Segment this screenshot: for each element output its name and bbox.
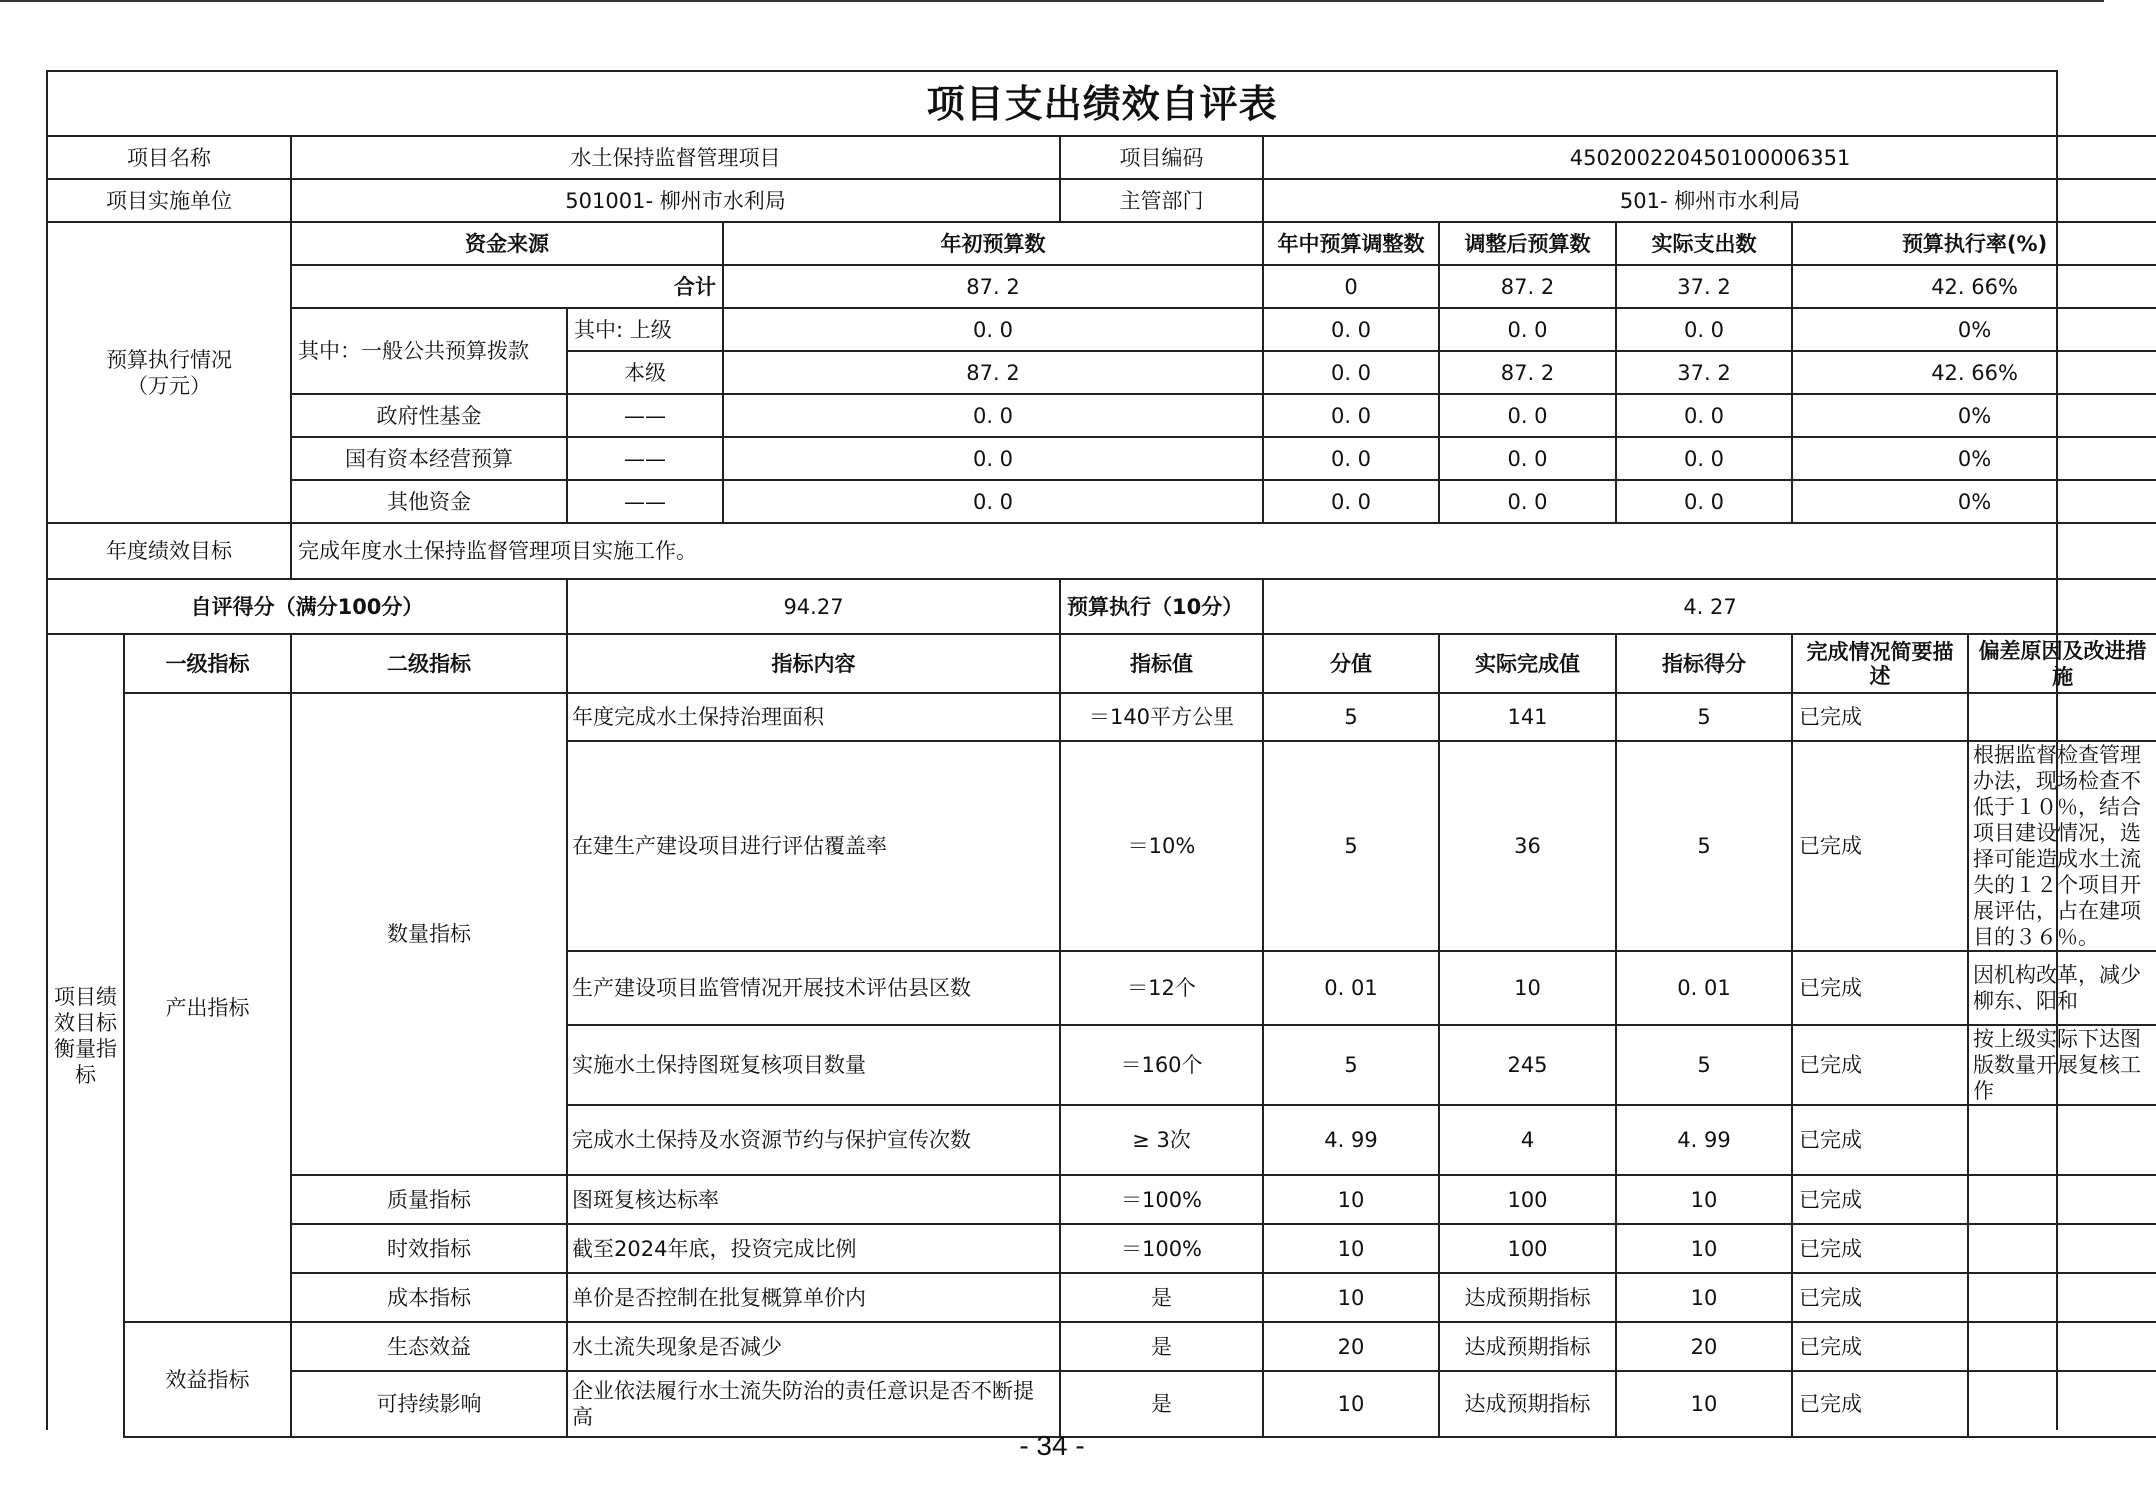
indicator-reason	[1968, 693, 2156, 741]
budget-section-label: 预算执行情况 （万元）	[48, 222, 291, 523]
indicator-target: 是	[1060, 1371, 1263, 1437]
indicator-header-level1: 一级指标	[124, 634, 291, 693]
indicator-target: 是	[1060, 1273, 1263, 1322]
budget-other-label: 其他资金	[291, 480, 567, 523]
budget-header-after: 调整后预算数	[1439, 222, 1616, 265]
budget-gov-fund-actual: 0. 0	[1616, 394, 1792, 437]
supervising-dept-label: 主管部门	[1060, 179, 1263, 222]
indicator-actual: 36	[1439, 741, 1616, 951]
indicator-status: 已完成	[1792, 951, 1968, 1025]
indicator-content: 企业依法履行水土流失防治的责任意识是否不断提高	[567, 1371, 1060, 1437]
budget-total-after: 87. 2	[1439, 265, 1616, 308]
budget-upper-label: 其中: 上级	[567, 308, 723, 351]
project-name-value: 水土保持监督管理项目	[291, 136, 1060, 179]
indicator-target: ＝160个	[1060, 1025, 1263, 1105]
budget-other-after: 0. 0	[1439, 480, 1616, 523]
table-row	[48, 1175, 2156, 1224]
top-border-line	[0, 0, 2104, 2]
level2-label: 可持续影响	[291, 1371, 567, 1437]
budget-gov-fund-adjust: 0. 0	[1263, 394, 1439, 437]
indicator-status: 已完成	[1792, 1224, 1968, 1273]
budget-gov-fund-label: 政府性基金	[291, 394, 567, 437]
budget-state-capital-label: 国有资本经营预算	[291, 437, 567, 480]
indicator-status: 已完成	[1792, 1273, 1968, 1322]
indicator-points: 10	[1263, 1371, 1439, 1437]
indicator-target: ＝12个	[1060, 951, 1263, 1025]
budget-state-capital-after: 0. 0	[1439, 437, 1616, 480]
budget-header-initial: 年初预算数	[723, 222, 1263, 265]
indicator-content: 完成水土保持及水资源节约与保护宣传次数	[567, 1105, 1060, 1175]
indicators-section-label: 项目绩效目标衡量指标	[48, 634, 124, 1437]
indicator-content: 实施水土保持图斑复核项目数量	[567, 1025, 1060, 1105]
budget-local-adjust: 0. 0	[1263, 351, 1439, 394]
indicator-header-target: 指标值	[1060, 634, 1263, 693]
level2-quantity-label: 数量指标	[291, 693, 567, 1175]
table-row	[48, 693, 2156, 741]
budget-state-capital-dash: ——	[567, 437, 723, 480]
budget-execution-score-label: 预算执行（10分）	[1060, 579, 1263, 634]
indicator-points: 0. 01	[1263, 951, 1439, 1025]
indicator-status: 已完成	[1792, 741, 1968, 951]
indicator-reason	[1968, 1224, 2156, 1273]
indicator-score: 4. 99	[1616, 1105, 1792, 1175]
indicator-reason: 按上级实际下达图版数量开展复核工作	[1968, 1025, 2156, 1105]
indicator-actual: 达成预期指标	[1439, 1371, 1616, 1437]
indicator-reason	[1968, 1322, 2156, 1371]
budget-state-capital-actual: 0. 0	[1616, 437, 1792, 480]
indicator-status: 已完成	[1792, 693, 1968, 741]
annual-goal-label: 年度绩效目标	[48, 523, 291, 579]
level2-label: 质量指标	[291, 1175, 567, 1224]
level2-label: 生态效益	[291, 1322, 567, 1371]
supervising-dept-value: 501- 柳州市水利局	[1263, 179, 2156, 222]
performance-evaluation-sheet	[46, 70, 2147, 1430]
indicator-header-reason: 偏差原因及改进措施	[1968, 634, 2156, 693]
indicator-score: 10	[1616, 1224, 1792, 1273]
budget-total-adjust: 0	[1263, 265, 1439, 308]
table-row	[48, 1322, 2156, 1371]
indicator-score: 5	[1616, 1025, 1792, 1105]
budget-header-adjust: 年中预算调整数	[1263, 222, 1439, 265]
self-score-label: 自评得分（满分100分）	[48, 579, 567, 634]
budget-upper-actual: 0. 0	[1616, 308, 1792, 351]
indicator-score: 5	[1616, 693, 1792, 741]
evaluation-table	[48, 72, 2156, 1438]
indicator-content: 截至2024年底，投资完成比例	[567, 1224, 1060, 1273]
indicator-header-score: 指标得分	[1616, 634, 1792, 693]
indicator-points: 5	[1263, 1025, 1439, 1105]
indicator-score: 10	[1616, 1273, 1792, 1322]
budget-public-label: 其中：一般公共预算拨款	[291, 308, 567, 394]
budget-upper-initial: 0. 0	[723, 308, 1263, 351]
budget-total-label: 合计	[291, 265, 723, 308]
indicator-content: 图斑复核达标率	[567, 1175, 1060, 1224]
indicator-target: ＝10%	[1060, 741, 1263, 951]
indicator-target: ≥ 3次	[1060, 1105, 1263, 1175]
budget-upper-adjust: 0. 0	[1263, 308, 1439, 351]
budget-state-capital-initial: 0. 0	[723, 437, 1263, 480]
budget-local-actual: 37. 2	[1616, 351, 1792, 394]
indicator-points: 10	[1263, 1175, 1439, 1224]
self-score-value: 94.27	[567, 579, 1060, 634]
indicator-points: 4. 99	[1263, 1105, 1439, 1175]
indicator-actual: 10	[1439, 951, 1616, 1025]
indicator-status: 已完成	[1792, 1371, 1968, 1437]
budget-gov-fund-initial: 0. 0	[723, 394, 1263, 437]
budget-local-rate: 42. 66%	[1792, 351, 2156, 394]
project-code-label: 项目编码	[1060, 136, 1263, 179]
implementing-unit-label: 项目实施单位	[48, 179, 291, 222]
budget-other-initial: 0. 0	[723, 480, 1263, 523]
budget-gov-fund-after: 0. 0	[1439, 394, 1616, 437]
level1-output-label: 产出指标	[124, 693, 291, 1322]
page-number: - 34 -	[1019, 1430, 1085, 1461]
indicator-header-status: 完成情况简要描述	[1792, 634, 1968, 693]
indicator-content: 水土流失现象是否减少	[567, 1322, 1060, 1371]
indicator-points: 10	[1263, 1224, 1439, 1273]
indicator-reason	[1968, 1273, 2156, 1322]
indicator-score: 20	[1616, 1322, 1792, 1371]
annual-goal-text: 完成年度水土保持监督管理项目实施工作。	[291, 523, 2156, 579]
indicator-actual: 达成预期指标	[1439, 1322, 1616, 1371]
indicator-reason: 根据监督检查管理办法，现场检查不低于１０％，结合项目建设情况，选择可能造成水土流失的１２个项目开展评估，占在建项目的３６％。	[1968, 741, 2156, 951]
indicator-score: 0. 01	[1616, 951, 1792, 1025]
indicator-target: ＝100%	[1060, 1224, 1263, 1273]
budget-total-actual: 37. 2	[1616, 265, 1792, 308]
implementing-unit-value: 501001- 柳州市水利局	[291, 179, 1060, 222]
indicator-actual: 100	[1439, 1175, 1616, 1224]
indicator-status: 已完成	[1792, 1025, 1968, 1105]
indicator-header-level2: 二级指标	[291, 634, 567, 693]
indicator-content: 年度完成水土保持治理面积	[567, 693, 1060, 741]
indicator-actual: 4	[1439, 1105, 1616, 1175]
indicator-content: 单价是否控制在批复概算单价内	[567, 1273, 1060, 1322]
indicator-target: ＝140平方公里	[1060, 693, 1263, 741]
indicator-reason: 因机构改革，减少柳东、阳和	[1968, 951, 2156, 1025]
budget-gov-fund-rate: 0%	[1792, 394, 2156, 437]
level2-label: 时效指标	[291, 1224, 567, 1273]
project-name-label: 项目名称	[48, 136, 291, 179]
indicator-reason	[1968, 1175, 2156, 1224]
indicator-content: 生产建设项目监管情况开展技术评估县区数	[567, 951, 1060, 1025]
indicator-header-actual: 实际完成值	[1439, 634, 1616, 693]
budget-total-initial: 87. 2	[723, 265, 1263, 308]
budget-state-capital-adjust: 0. 0	[1263, 437, 1439, 480]
budget-other-dash: ——	[567, 480, 723, 523]
budget-gov-fund-dash: ——	[567, 394, 723, 437]
indicator-header-points: 分值	[1263, 634, 1439, 693]
indicator-status: 已完成	[1792, 1105, 1968, 1175]
budget-other-rate: 0%	[1792, 480, 2156, 523]
table-row	[48, 1371, 2156, 1437]
budget-header-actual: 实际支出数	[1616, 222, 1792, 265]
indicator-points: 5	[1263, 741, 1439, 951]
budget-total-rate: 42. 66%	[1792, 265, 2156, 308]
budget-local-label: 本级	[567, 351, 723, 394]
table-row	[48, 1273, 2156, 1322]
indicator-actual: 245	[1439, 1025, 1616, 1105]
indicator-points: 5	[1263, 693, 1439, 741]
budget-other-actual: 0. 0	[1616, 480, 1792, 523]
indicator-status: 已完成	[1792, 1175, 1968, 1224]
level2-label: 成本指标	[291, 1273, 567, 1322]
budget-header-rate: 预算执行率(%)	[1792, 222, 2156, 265]
indicator-score: 10	[1616, 1371, 1792, 1437]
budget-header-source: 资金来源	[291, 222, 723, 265]
budget-other-adjust: 0. 0	[1263, 480, 1439, 523]
indicator-target: ＝100%	[1060, 1175, 1263, 1224]
indicator-actual: 100	[1439, 1224, 1616, 1273]
level1-benefit-label: 效益指标	[124, 1322, 291, 1437]
indicator-points: 10	[1263, 1273, 1439, 1322]
indicator-reason	[1968, 1371, 2156, 1437]
indicator-target: 是	[1060, 1322, 1263, 1371]
budget-upper-rate: 0%	[1792, 308, 2156, 351]
project-code-value: 450200220450100006351	[1263, 136, 2156, 179]
budget-state-capital-rate: 0%	[1792, 437, 2156, 480]
indicator-reason	[1968, 1105, 2156, 1175]
indicator-content: 在建生产建设项目进行评估覆盖率	[567, 741, 1060, 951]
indicator-status: 已完成	[1792, 1322, 1968, 1371]
indicator-actual: 达成预期指标	[1439, 1273, 1616, 1322]
table-row	[48, 1224, 2156, 1273]
indicator-score: 5	[1616, 741, 1792, 951]
budget-local-initial: 87. 2	[723, 351, 1263, 394]
budget-local-after: 87. 2	[1439, 351, 1616, 394]
indicator-header-content: 指标内容	[567, 634, 1060, 693]
budget-execution-score-value: 4. 27	[1263, 579, 2156, 634]
indicator-actual: 141	[1439, 693, 1616, 741]
indicator-points: 20	[1263, 1322, 1439, 1371]
budget-upper-after: 0. 0	[1439, 308, 1616, 351]
page-title: 项目支出绩效自评表	[48, 72, 2156, 136]
indicator-score: 10	[1616, 1175, 1792, 1224]
